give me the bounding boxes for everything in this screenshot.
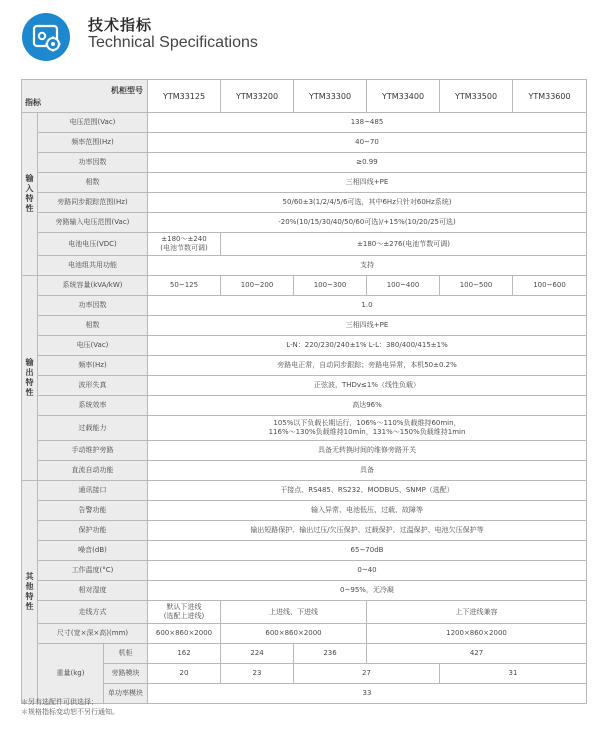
row-label: 尺寸(宽×深×高)(mm) (38, 624, 148, 644)
row-value: 162 (148, 644, 221, 664)
table-row (22, 481, 587, 501)
value-line: 105%以下负载长期运行，106%～110%负载维持60min， (273, 419, 461, 427)
row-value: 0~95%，无冷凝 (148, 581, 587, 601)
model-header: YTM33300 (294, 80, 367, 113)
row-label: 直流自动功能 (38, 461, 148, 481)
table-row (22, 501, 587, 521)
row-label: 告警功能 (38, 501, 148, 521)
row-label: 系统容量(kVA/kW) (38, 276, 148, 296)
row-value: 上下进线兼容 (367, 601, 587, 624)
row-value: -20%(10/15/30/40/50/60可选)/+15%(10/20/25可选) (148, 213, 587, 233)
row-label: 系统效率 (38, 396, 148, 416)
row-label: 电池组共用功能 (38, 256, 148, 276)
table-row (22, 316, 587, 336)
sub-label: 旁路模块 (104, 664, 148, 684)
row-label: 电压(Vac) (38, 336, 148, 356)
row-value (148, 601, 221, 624)
row-value: 上进线、下进线 (221, 601, 367, 624)
row-label: 走线方式 (38, 601, 148, 624)
title-english: Technical Specifications (88, 34, 258, 51)
table-row (22, 441, 587, 461)
page-header (22, 11, 582, 59)
corner-label-model: 机柜型号 (111, 86, 143, 95)
row-value: 236 (294, 644, 367, 664)
row-value: 100~300 (294, 276, 367, 296)
footnote: ＊另有选配件可供选择； (21, 698, 98, 706)
row-value: 50~125 (148, 276, 221, 296)
table-row (22, 256, 587, 276)
model-header: YTM33200 (221, 80, 294, 113)
table-row (22, 113, 587, 133)
category-label: 输 入 特 性 (25, 174, 34, 213)
specifications-table (21, 79, 587, 704)
row-value: 65~70dB (148, 541, 587, 561)
row-label: 工作温度(°C) (38, 561, 148, 581)
category-input (22, 113, 38, 276)
row-value: 1200×860×2000 (367, 624, 587, 644)
table-row (22, 644, 587, 664)
footnotes (21, 697, 119, 717)
row-label: 相对湿度 (38, 581, 148, 601)
table-row (22, 276, 587, 296)
row-value: 23 (221, 664, 294, 684)
row-value: 600×860×2000 (221, 624, 367, 644)
row-value: 100~500 (440, 276, 513, 296)
corner-label-indicator: 指标 (25, 98, 41, 107)
footnote: ＊规格指标变动恕不另行通知。 (21, 708, 119, 716)
category-output (22, 276, 38, 481)
row-label: 功率因数 (38, 296, 148, 316)
value-line: (电池节数可调) (160, 244, 208, 252)
row-label: 噪音(dB) (38, 541, 148, 561)
row-value: L-N：220/230/240±1% L-L：380/400/415±1% (148, 336, 587, 356)
row-value: 100~400 (367, 276, 440, 296)
corner-cell (22, 80, 148, 113)
row-label: 旁路同步跟踪范围(Hz) (38, 193, 148, 213)
row-value: 138~485 (148, 113, 587, 133)
table-row (22, 193, 587, 213)
table-row (22, 233, 587, 256)
table-row (22, 416, 587, 441)
row-value: 输出短路保护、输出过压/欠压保护、过载保护、过温保护、电池欠压保护等 (148, 521, 587, 541)
table-row (22, 601, 587, 624)
row-value: 33 (148, 684, 587, 704)
table-row (22, 541, 587, 561)
row-value: 31 (440, 664, 587, 684)
row-value: 干接点、RS485、RS232、MODBUS、SNMP（选配） (148, 481, 587, 501)
row-label: 频率(Hz) (38, 356, 148, 376)
row-value: 0~40 (148, 561, 587, 581)
table-row (22, 396, 587, 416)
row-label: 重量(kg) (38, 644, 104, 704)
table-row (22, 173, 587, 193)
table-row (22, 153, 587, 173)
row-value: 20 (148, 664, 221, 684)
row-value: 1.0 (148, 296, 587, 316)
row-label: 手动维护旁路 (38, 441, 148, 461)
category-other (22, 481, 38, 704)
row-label: 通讯接口 (38, 481, 148, 501)
table-row (22, 296, 587, 316)
row-value: 高达96% (148, 396, 587, 416)
category-label: 其 他 特 性 (25, 572, 34, 611)
row-value: 输入异常、电池低压、过载、故障等 (148, 501, 587, 521)
table-row (22, 624, 587, 644)
row-value: 40~70 (148, 133, 587, 153)
table-row (22, 376, 587, 396)
sub-label: 单功率模块 (104, 684, 148, 704)
row-label: 相数 (38, 173, 148, 193)
row-value: ≥0.99 (148, 153, 587, 173)
row-label: 波形失真 (38, 376, 148, 396)
row-label: 过载能力 (38, 416, 148, 441)
row-value: 三相四线+PE (148, 316, 587, 336)
table-header-row (22, 80, 587, 113)
title-chinese: 技术指标 (88, 16, 153, 34)
row-label: 电池电压(VDC) (38, 233, 148, 256)
table-row (22, 133, 587, 153)
row-value (148, 233, 221, 256)
row-label: 旁路输入电压范围(Vac) (38, 213, 148, 233)
table-row (22, 561, 587, 581)
sub-label: 机柜 (104, 644, 148, 664)
table-row (22, 356, 587, 376)
table-row (22, 461, 587, 481)
row-value: 600×860×2000 (148, 624, 221, 644)
value-line: ±180～±240 (161, 235, 207, 243)
table-row (22, 664, 587, 684)
model-header: YTM33600 (513, 80, 587, 113)
row-value: 100~200 (221, 276, 294, 296)
row-value: 224 (221, 644, 294, 664)
table-row (22, 521, 587, 541)
table-row (22, 581, 587, 601)
row-label: 相数 (38, 316, 148, 336)
row-label: 电压范围(Vac) (38, 113, 148, 133)
row-value: 具备无转换时间的维修旁路开关 (148, 441, 587, 461)
row-label: 频率范围(Hz) (38, 133, 148, 153)
row-value (148, 416, 587, 441)
row-value: 三相四线+PE (148, 173, 587, 193)
value-line: 默认下进线 (166, 603, 202, 611)
row-value: 50/60±3(1/2/4/5/6可选，其中6Hz只针对60Hz系统) (148, 193, 587, 213)
category-label: 输 出 特 性 (25, 358, 34, 397)
table-row (22, 336, 587, 356)
value-line: (选配上进线) (163, 612, 205, 620)
row-label: 功率因数 (38, 153, 148, 173)
row-value: 427 (367, 644, 587, 664)
row-value: 支持 (148, 256, 587, 276)
model-header: YTM33500 (440, 80, 513, 113)
model-header: YTM33400 (367, 80, 440, 113)
row-value: 旁路电正常，自动同步跟踪；旁路电异常，本机50±0.2% (148, 356, 587, 376)
table-row (22, 213, 587, 233)
settings-gear-icon (22, 13, 70, 61)
row-value: 正弦波，THDv≤1%（线性负载） (148, 376, 587, 396)
row-value: 具备 (148, 461, 587, 481)
row-value: ±180～±276(电池节数可调) (221, 233, 587, 256)
value-line: 116%～130%负载维持10min，131%～150%负载维持1min (268, 428, 466, 436)
row-label: 保护功能 (38, 521, 148, 541)
model-header: YTM33125 (148, 80, 221, 113)
row-value: 100~600 (513, 276, 587, 296)
row-value: 27 (294, 664, 440, 684)
